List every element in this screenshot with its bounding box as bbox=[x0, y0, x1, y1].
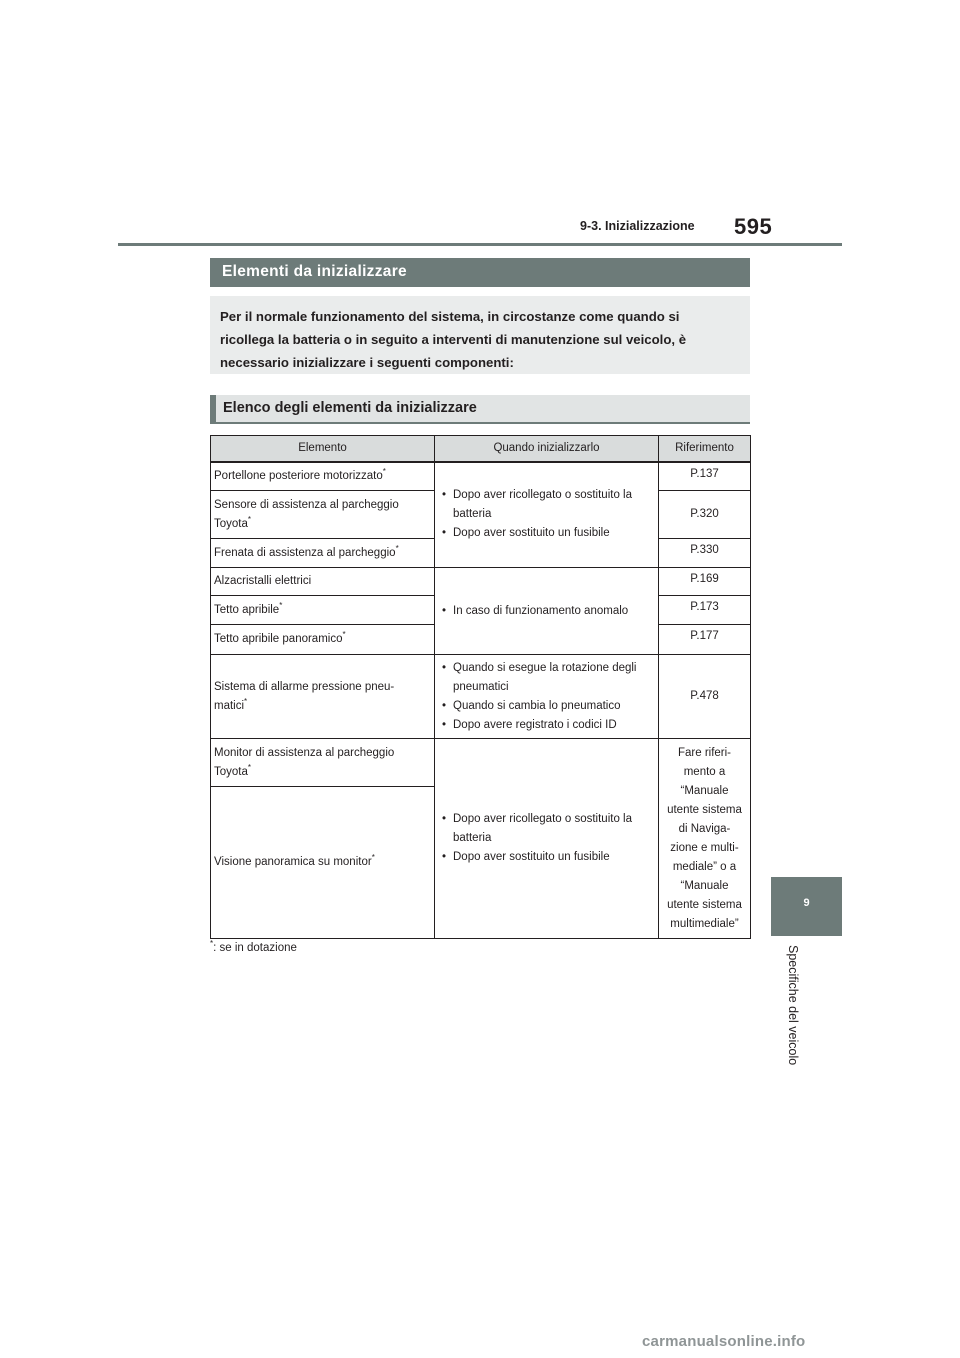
manual-ref-line: utente sistema bbox=[667, 803, 742, 816]
item-cell bbox=[211, 462, 435, 491]
footnote-marker: * bbox=[247, 762, 252, 772]
intro-line-2: ricollega la batteria o in seguito a interventi di manutenzione sul veicolo, è bbox=[220, 332, 687, 347]
item-cell bbox=[211, 539, 435, 568]
footnote-star: * bbox=[210, 939, 214, 949]
table-header-row bbox=[211, 436, 751, 462]
footnote-marker: * bbox=[342, 630, 346, 640]
header-reference: Riferimento bbox=[659, 436, 751, 462]
chapter-number: 9 bbox=[803, 897, 810, 909]
condition-item: • In caso di funzionamento anomalo bbox=[439, 602, 654, 621]
item-cell bbox=[211, 739, 435, 787]
manual-ref-line: zione e multi- bbox=[670, 841, 739, 854]
condition-item: • Dopo aver sostituito un fusibile bbox=[439, 524, 654, 543]
manual-ref-line: di Naviga- bbox=[678, 822, 731, 835]
condition-item: • Dopo aver sostituito un fusibile bbox=[439, 848, 654, 867]
header-element: Elemento bbox=[211, 436, 435, 462]
table-row bbox=[211, 462, 751, 491]
chapter-label bbox=[786, 945, 806, 1085]
intro-line-3: necessario inizializzare i seguenti componenti: bbox=[220, 355, 514, 370]
item-cell bbox=[211, 787, 435, 939]
subsection-accent bbox=[210, 395, 216, 422]
manual-ref-line: mediale” o a bbox=[672, 860, 737, 873]
footnote-marker: * bbox=[395, 543, 399, 553]
footnote bbox=[210, 939, 297, 954]
item-name: Sensore di assistenza al parcheggio bbox=[214, 498, 399, 511]
item-name-cont: matici bbox=[214, 699, 245, 712]
manual-ref-line: “Manuale bbox=[680, 784, 729, 797]
intro-box bbox=[210, 296, 750, 374]
item-name: Frenata di assistenza al parcheggio bbox=[214, 546, 396, 559]
item-name: Sistema di allarme pressione pneu- bbox=[214, 680, 395, 693]
section-title: Elementi da inizializzare bbox=[222, 263, 407, 280]
manual-ref-line: Fare riferi- bbox=[677, 746, 732, 759]
subsection-title: Elenco degli elementi da inizializzare bbox=[223, 400, 477, 416]
reference-cell: P.177 bbox=[659, 625, 751, 655]
subsection-header bbox=[210, 395, 750, 424]
table-row bbox=[211, 655, 751, 739]
condition-item: • Quando si cambia lo pneumatico bbox=[439, 697, 654, 716]
watermark: carmanualsonline.info bbox=[642, 1333, 806, 1350]
condition-cell bbox=[435, 462, 659, 568]
footnote-marker: * bbox=[244, 696, 248, 706]
condition-item: • Quando si esegue la rotazione degli pneumatici bbox=[439, 659, 654, 697]
item-name-cont: Toyota bbox=[214, 765, 248, 778]
footnote-marker: * bbox=[279, 600, 283, 610]
section-title-bar bbox=[210, 258, 750, 287]
item-name: Tetto apribile bbox=[214, 603, 280, 616]
item-cell bbox=[211, 655, 435, 739]
chapter-label-text: Specifiche del veicolo bbox=[786, 945, 800, 1066]
item-name: Monitor di assistenza al parcheggio bbox=[214, 746, 395, 759]
page-number: 595 bbox=[734, 214, 773, 239]
header-rule bbox=[118, 243, 842, 246]
intro-line-1: Per il normale funzionamento del sistema, in circostanze come quando si bbox=[220, 309, 680, 324]
item-cell bbox=[211, 596, 435, 625]
item-name: Visione panoramica su monitor bbox=[214, 856, 372, 868]
reference-cell: P.173 bbox=[659, 596, 751, 625]
condition-cell bbox=[435, 568, 659, 655]
item-name: Portellone posteriore motorizzato bbox=[214, 469, 383, 482]
item-cell bbox=[211, 491, 435, 539]
chapter-tab bbox=[771, 877, 842, 936]
item-cell bbox=[211, 568, 435, 596]
footnote-marker: * bbox=[382, 466, 386, 476]
item-name: Tetto apribile panoramico bbox=[214, 633, 343, 645]
item-cell bbox=[211, 625, 435, 655]
condition-item: • Dopo aver ricollegato o sostituito la batteria bbox=[439, 810, 654, 848]
manual-ref-line: utente sistema bbox=[667, 898, 742, 911]
item-name: Alzacristalli elettrici bbox=[214, 575, 312, 587]
table-row bbox=[211, 739, 751, 787]
condition-item: • Dopo aver ricollegato o sostituito la batteria bbox=[439, 486, 654, 524]
reference-cell-manual bbox=[659, 739, 751, 939]
footnote-marker: * bbox=[371, 853, 375, 863]
footnote-text: : se in dotazione bbox=[213, 942, 297, 954]
condition-cell bbox=[435, 739, 659, 939]
reference-cell: P.169 bbox=[659, 568, 751, 596]
section-reference: 9-3. Inizializzazione bbox=[580, 219, 695, 233]
item-name-cont: Toyota bbox=[214, 517, 248, 530]
reference-cell: P.320 bbox=[659, 491, 751, 539]
manual-ref-line: multimediale” bbox=[670, 917, 739, 930]
reference-cell: P.137 bbox=[659, 462, 751, 491]
manual-ref-line: “Manuale bbox=[680, 879, 729, 892]
reference-cell: P.478 bbox=[659, 655, 751, 739]
reference-cell: P.330 bbox=[659, 539, 751, 568]
initialization-table bbox=[210, 435, 751, 939]
header-when: Quando inizializzarlo bbox=[435, 436, 659, 462]
condition-cell bbox=[435, 655, 659, 739]
condition-item: • Dopo avere registrato i codici ID bbox=[439, 716, 654, 735]
footnote-marker: * bbox=[247, 514, 252, 524]
manual-ref-line: mento a bbox=[683, 765, 726, 778]
table-row bbox=[211, 568, 751, 596]
